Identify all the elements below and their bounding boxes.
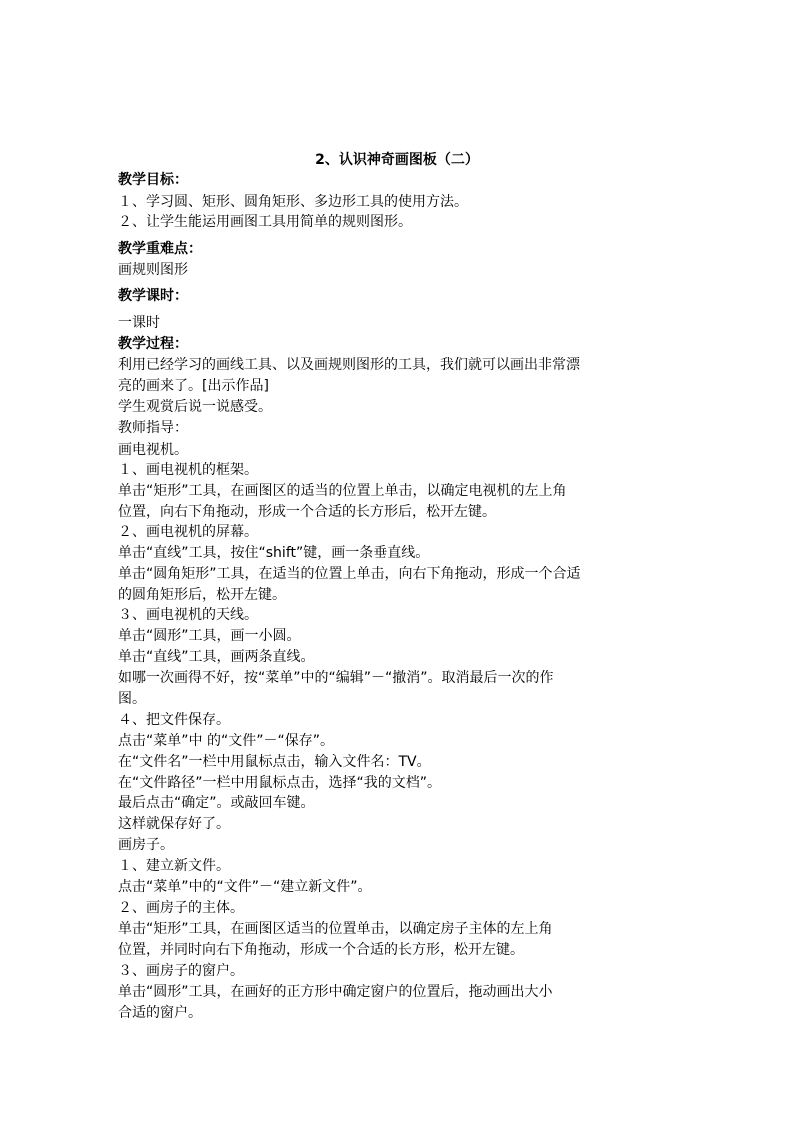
body-line: 的圆角矩形后，松开左键。 (118, 587, 286, 603)
body-line: 单击“直线”工具，画两条直线。 (118, 649, 315, 665)
body-line: 画规则图形 (118, 262, 188, 278)
document-title: 2、认识神奇画图板（二） (315, 152, 479, 168)
body-line: 单击“圆形”工具，画一小圆。 (118, 628, 301, 644)
body-line: 画电视机。 (118, 442, 188, 458)
body-line: ２、画房子的主体。 (118, 900, 244, 916)
body-line: 图。 (118, 691, 146, 707)
section-heading: 教学目标： (118, 172, 188, 188)
body-line: 亮的画来了。[出示作品] (118, 378, 269, 394)
section-heading: 教学过程： (118, 336, 188, 352)
body-line: 单击“圆角矩形”工具，在适当的位置上单击，向右下角拖动，形成一个合适 (118, 566, 581, 582)
body-line: 位置，并同时向右下角拖动，形成一个合适的长方形，松开左键。 (118, 942, 524, 958)
body-line: ３、画电视机的天线。 (118, 607, 258, 623)
body-line: ４、把文件保存。 (118, 712, 230, 728)
body-line: 在“文件名”一栏中用鼠标点击，输入文件名：TV。 (118, 754, 431, 770)
body-line: ３、画房子的窗户。 (118, 963, 244, 979)
body-line: 合适的窗户。 (118, 1005, 202, 1021)
body-line: 最后点击“确定”。或敲回车键。 (118, 795, 315, 811)
body-line: 如哪一次画得不好，按“菜单”中的“编辑”－“撤消”。取消最后一次的作 (118, 670, 554, 686)
body-line: １、建立新文件。 (118, 858, 230, 874)
body-line: １、画电视机的框架。 (118, 462, 258, 478)
body-line: ２、画电视机的屏幕。 (118, 524, 258, 540)
body-line: 这样就保存好了。 (118, 816, 230, 832)
body-line: 单击“矩形”工具，在画图区的适当的位置上单击，以确定电视机的左上角 (118, 483, 567, 499)
body-line: 单击“矩形”工具，在画图区适当的位置单击，以确定房子主体的左上角 (118, 921, 553, 937)
body-line: 一课时 (118, 315, 160, 331)
body-line: 单击“直线”工具，按住“shift”键，画一条垂直线。 (118, 545, 430, 561)
section-heading: 教学课时： (118, 288, 188, 304)
body-line: ２、让学生能运用画图工具用简单的规则图形。 (118, 214, 412, 230)
section-heading: 教学重难点： (118, 241, 202, 257)
body-line: 教师指导： (118, 420, 188, 436)
body-line: 点击“菜单”中 的“文件”－“保存”。 (118, 733, 334, 749)
body-line: 利用已经学习的画线工具、以及画规则图形的工具，我们就可以画出非常漂 (118, 357, 580, 373)
body-line: 在“文件路径”一栏中用鼠标点击，选择“我的文档”。 (118, 775, 442, 791)
body-line: 点击“菜单”中的“文件”－“建立新文件”。 (118, 879, 372, 895)
body-line: 学生观赏后说一说感受。 (118, 399, 272, 415)
body-line: 画房子。 (118, 837, 174, 853)
body-line: 位置，向右下角拖动，形成一个合适的长方形后，松开左键。 (118, 504, 496, 520)
body-line: 单击“圆形”工具，在画好的正方形中确定窗户的位置后，拖动画出大小 (118, 984, 553, 1000)
body-line: １、学习圆、矩形、圆角矩形、多边形工具的使用方法。 (118, 194, 468, 210)
